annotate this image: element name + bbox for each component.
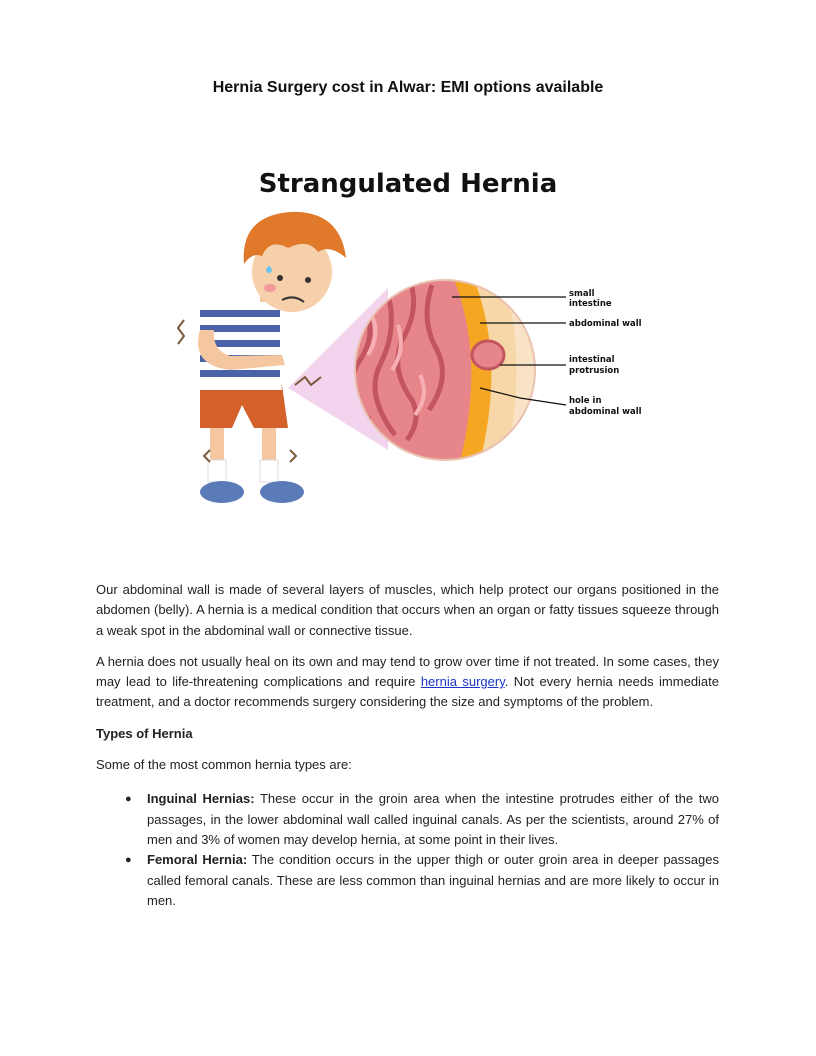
list-item-inguinal: ● Inguinal Hernias: These occur in the groin area when the intestine protrudes either of the two passages, in the lower abdominal wall called inguinal canals. As per the scientists, around 27% of men and 3% of women may develop hernia, at some point in their lives. [125,791,719,847]
bullet-icon: ● [125,854,132,867]
label-small-intestine-2: intestine [569,299,612,309]
types-intro: Some of the most common hernia types are: [96,757,352,773]
list-item-femoral: ● Femoral Hernia: The condition occurs in the upper thigh or outer groin area in deeper passages called femoral canals. These are less common than inguinal hernias and are more likely to occur in men. [125,852,719,908]
label-abdominal-wall: abdominal wall [569,319,642,329]
document-title: Hernia Surgery cost in Alwar: EMI options available [212,79,604,96]
hernia-surgery-link[interactable]: hernia surgery [420,674,505,690]
label-hole-2: abdominal wall [569,407,642,417]
label-small-intestine-1: small [569,289,595,299]
hernia-types-list [96,789,719,911]
figure-heading: Strangulated Hernia [258,169,558,199]
article-body [96,580,719,911]
label-intestinal-protrusion-2: protrusion [569,366,620,376]
label-intestinal-protrusion-1: intestinal [569,355,615,365]
hernia-illustration [170,160,650,530]
paragraph-intro: Our abdominal wall is made of several layers of muscles, which help protect our organs positioned in the abdomen (belly). A hernia is a medical condition that occurs when an organ or fatty tissues squeeze through a weak spot in the abdominal wall or connective tissue. [96,582,719,638]
types-heading: Types of Hernia [96,725,193,741]
label-hole-1: hole in [569,396,602,406]
paragraph-treatment: A hernia does not usually heal on its own and may tend to grow over time if not treated. In some cases, they may lead to life-threatening complications and require hernia surgery. Not every hernia needs immediate treatment, and a doctor recommends surgery considering the size and symptoms of the problem. [96,653,720,710]
bullet-icon: ● [125,793,132,806]
